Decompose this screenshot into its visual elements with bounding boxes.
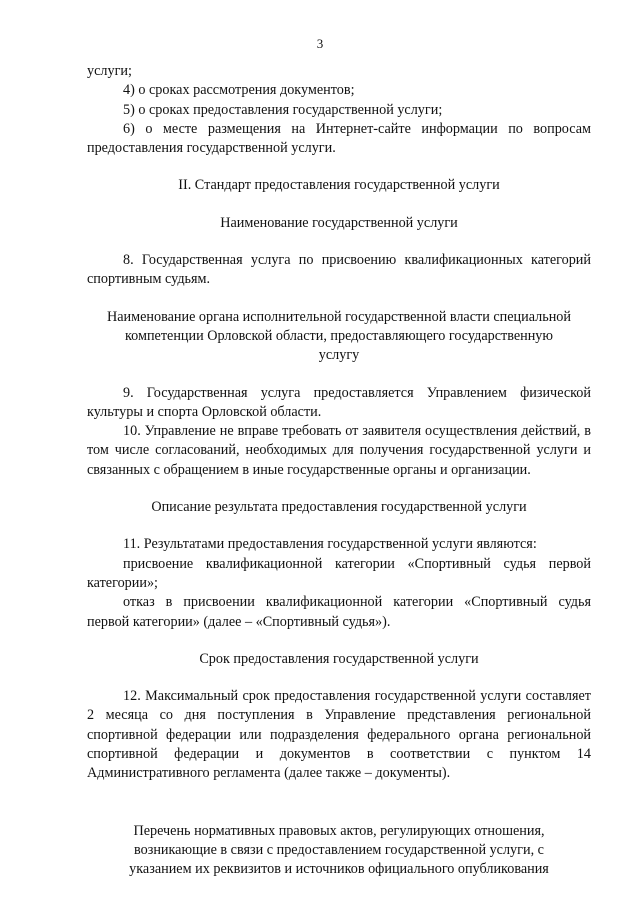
spacer: [87, 784, 591, 822]
heading-authority: Наименование органа исполнительной государственной власти специальной компетенции Орловской области, предоставляющего государственную услугу: [106, 308, 571, 364]
paragraph-12: 12. Максимальный срок предоставления государственной услуги составляет 2 месяца со дня поступления в Управление представления региональной спортивной федерации или подразделения федерального органа региональной спортивной федерации и документов в соответствии с пунктом 14 Административного регламента (далее также – документы).: [87, 688, 591, 782]
paragraph-item-5: 5) о сроках предоставления государственной услуги;: [123, 101, 443, 118]
heading-term: Срок предоставления государственной услуги: [199, 650, 479, 667]
page-number: 3: [316, 36, 324, 51]
paragraph-item-4: 4) о сроках рассмотрения документов;: [123, 82, 355, 99]
paragraph-8: 8. Государственная услуга по присвоению квалификационных категорий спортивным судьям.: [87, 252, 591, 288]
paragraph-11: 11. Результатами предоставления государственной услуги являются:: [123, 536, 537, 553]
spacer: [87, 366, 591, 384]
spacer: [87, 196, 591, 214]
paragraph-11-result-b: отказ в присвоении квалификационной категории «Спортивный судья первой категории» (далее – «Спортивный судья»).: [87, 594, 591, 630]
section-heading: II. Стандарт предоставления государственной услуги: [178, 177, 500, 194]
spacer: [87, 517, 591, 535]
heading-result: Описание результата предоставления государственной услуги: [151, 499, 527, 516]
paragraph-10: 10. Управление не вправе требовать от заявителя осуществления действий, в том числе согласований, необходимых для получения государственной услуги и связанных с обращением в иные государственные органы и организации.: [87, 423, 591, 478]
document-body: [87, 62, 591, 880]
spacer: [87, 632, 591, 650]
paragraph-continuation: услуги;: [87, 63, 132, 79]
spacer: [87, 233, 591, 251]
paragraph-item-6: 6) о месте размещения на Интернет-сайте информации по вопросам предоставления государственной услуги.: [87, 120, 591, 157]
heading-service-name: Наименование государственной услуги: [220, 214, 458, 231]
spacer: [87, 158, 591, 176]
spacer: [87, 290, 591, 308]
spacer: [87, 480, 591, 498]
spacer: [87, 669, 591, 687]
paragraph-9: 9. Государственная услуга предоставляется Управлением физической культуры и спорта Орловской области.: [87, 384, 591, 420]
heading-legal-acts: Перечень нормативных правовых актов, регулирующих отношения, возникающие в связи с предоставлением государственной услуги, с указанием их реквизитов и источников официального опубликования: [129, 822, 549, 878]
paragraph-11-result-a: присвоение квалификационной категории «Спортивный судья первой категории»;: [87, 555, 591, 591]
